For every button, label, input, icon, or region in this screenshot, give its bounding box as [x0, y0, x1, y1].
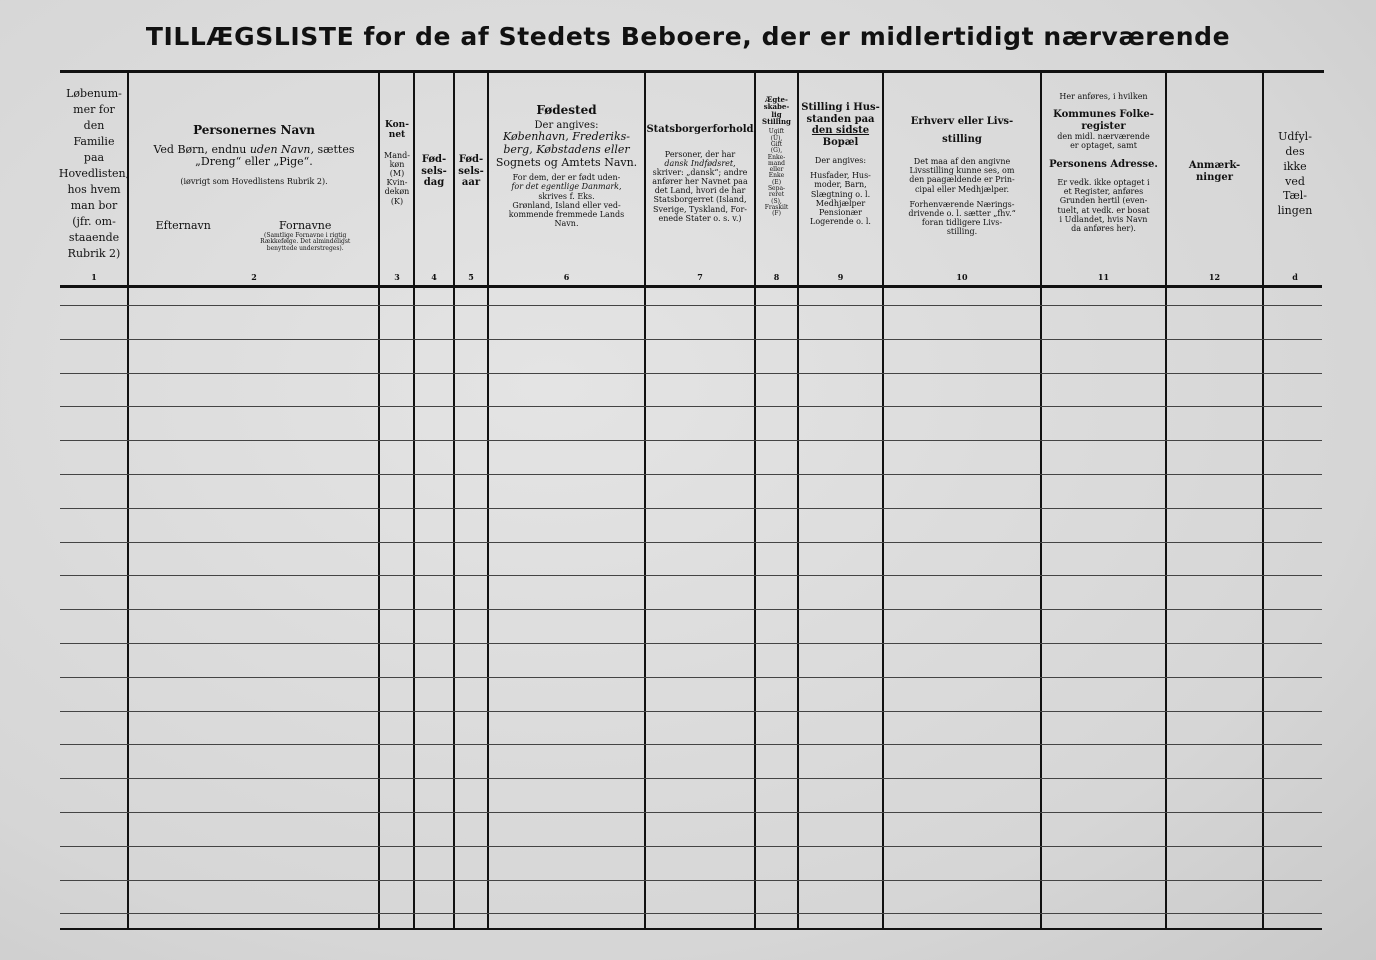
col6-small: Navn.: [554, 219, 579, 229]
col2-note1-pre: Ved Børn, endnu: [153, 142, 250, 156]
column-number: 4: [431, 272, 437, 282]
col9-heading: den sidste: [811, 125, 870, 136]
col11-mid: er optaget, samt: [1070, 141, 1137, 151]
col4-heading: dag: [423, 177, 445, 188]
col4-heading: sels-: [421, 165, 447, 177]
col10-line: foran tidligere Livs-: [921, 218, 1003, 228]
col9-line: Husfader, Hus-: [810, 171, 871, 181]
col10-line: Det maa af den angivne: [913, 157, 1011, 166]
row-line: [60, 711, 1322, 712]
col1-line: Løbenum-: [66, 87, 122, 101]
col10-line: Forhenværende Nærings-: [909, 199, 1015, 209]
col1-line: (jfr. om-: [72, 214, 116, 228]
column-number: d: [1292, 272, 1298, 282]
col1-line: Familie paa: [73, 135, 115, 165]
col6-small: Grønland, Island eller ved-: [512, 200, 621, 210]
col2-sub-forenames: [234, 220, 376, 252]
column-number: 5: [468, 272, 474, 282]
col-d-line: Udfyl-: [1278, 130, 1312, 143]
table-bottom-border: [60, 928, 1322, 930]
col9-line: moder, Barn,: [814, 180, 867, 190]
col8-line: mand: [768, 159, 785, 167]
row-line: [60, 542, 1322, 543]
col8-heading: Stilling: [762, 117, 791, 127]
col6-small: skrives f. Eks.: [538, 191, 595, 201]
column-number: 7: [697, 272, 703, 282]
col9-line: Der angives:: [814, 156, 867, 165]
col10-line: stilling.: [946, 227, 978, 237]
col8-line: (S),: [771, 197, 782, 205]
col8-heading: lig: [771, 109, 782, 119]
col8-line: Enke: [768, 172, 785, 180]
column-number: 10: [956, 272, 968, 282]
col-d-line: ved: [1285, 174, 1305, 188]
col7-line: Personer, der har: [664, 149, 736, 159]
col2-note2: „Dreng“ eller „Pige“.: [195, 155, 313, 169]
col7-header: [646, 76, 754, 272]
col2-sub-forenames-note: (Samtlige Fornavne i rigtig Rækkefølge. Det almindeligst benyttede understreges).: [260, 231, 351, 252]
col8-line: Gift: [770, 140, 783, 148]
col3-line: Kvin-: [386, 178, 408, 188]
col8-line: eller: [769, 166, 784, 174]
col1-header: [60, 76, 128, 272]
col10-header: [884, 76, 1040, 272]
col8-line: (E): [771, 178, 782, 186]
column-number: 8: [773, 272, 780, 282]
col6-sub: Der angives:: [534, 119, 599, 131]
row-line: [60, 609, 1322, 610]
col11-line: i Udlandet, hvis Navn: [1059, 214, 1148, 224]
col7-heading: Statsborgerforhold: [646, 124, 754, 135]
col1-line: Rubrik 2): [67, 246, 121, 260]
row-line: [60, 474, 1322, 475]
col5-heading: aar: [461, 177, 481, 188]
col7-line: skriver: „dansk“; andre: [652, 167, 748, 177]
col11-heading: Kommunes Folke-: [1053, 109, 1154, 121]
col8-header: [756, 76, 797, 272]
col3-heading: net: [388, 130, 406, 141]
col10-heading: stilling: [942, 133, 982, 145]
col9-line: Pensionær: [819, 207, 862, 217]
col7-line: dansk Indfødsret,: [664, 158, 736, 168]
col11-line: et Register, anføres: [1063, 187, 1144, 197]
col8-line: (F): [772, 210, 781, 218]
col6-mixed: Sognets og Amtets Navn.: [495, 155, 638, 169]
column-number: 11: [1097, 272, 1110, 282]
col2-note3: (iøvrigt som Hovedlistens Rubrik 2).: [180, 177, 328, 187]
col-d-line: des: [1285, 144, 1305, 158]
col6-italic-line: København, Frederiks-: [503, 130, 630, 144]
col2-subheaders: [132, 220, 376, 252]
col6-header: [489, 76, 644, 272]
col11-mid: den midl. nærværende: [1057, 132, 1150, 142]
col12-heading: Anmærk-: [1188, 160, 1241, 171]
col11-heading: register: [1081, 120, 1126, 132]
column-number: 3: [394, 272, 400, 282]
row-line: [60, 373, 1322, 374]
col4-heading: Fød-: [421, 154, 447, 165]
col3-line: køn: [389, 159, 405, 169]
col10-line: Livsstilling kunne ses, om: [909, 166, 1015, 176]
col2-sub-surname: Efternavn: [155, 219, 211, 233]
column-number: 1: [91, 272, 97, 282]
row-line: [60, 575, 1322, 576]
col11-line: da anføres her).: [1071, 224, 1136, 233]
col3-line: Mand-: [384, 150, 410, 160]
col6-italic-line: berg, Købstadens eller: [503, 142, 630, 156]
col7-line: Sverige, Tyskland, For-: [652, 204, 747, 214]
col11-top: Her anføres, i hvilken: [1059, 92, 1148, 101]
col2-heading: Personernes Navn: [193, 123, 315, 137]
col7-line: anfører her Navnet paa: [652, 177, 748, 187]
form-title: TILLÆGSLISTE for de af Stedets Beboere, der er midlertidigt nærværende: [145, 22, 1231, 51]
row-line: [60, 508, 1322, 509]
col8-line: Sepa-: [767, 185, 786, 193]
col8-heading: Ægte-: [765, 95, 788, 104]
row-line: [60, 880, 1322, 881]
col9-header: [799, 76, 882, 272]
row-line: [60, 744, 1322, 745]
column-number: 9: [837, 272, 844, 282]
col5-heading: Fød-: [458, 154, 484, 165]
col6-small: For dem, der er født uden-: [512, 173, 621, 183]
col9-heading: Bopæl: [822, 136, 859, 148]
col7-line: Statsborgerret (Island,: [653, 195, 747, 205]
col2-sub-forenames-label: Fornavne: [279, 219, 332, 233]
col3-header: [380, 76, 414, 272]
col-d-line: ikke: [1283, 159, 1307, 173]
col8-line: (U),: [770, 134, 783, 142]
col9-line: Medhjælper: [815, 198, 866, 208]
col11-line: Grunden hertil (even-: [1059, 196, 1148, 206]
col9-heading: Stilling i Hus-: [801, 102, 880, 113]
row-line: [60, 778, 1322, 779]
col3-heading: Kon-: [385, 120, 409, 130]
col5-heading: sels-: [458, 165, 484, 177]
row-line: [60, 846, 1322, 847]
col6-heading: Fødested: [536, 103, 597, 117]
col-d-header: [1264, 76, 1326, 272]
col8-line: (G),: [770, 147, 783, 155]
row-line: [60, 643, 1322, 644]
column-number: 6: [563, 272, 570, 282]
col6-small: kommende fremmede Lands: [508, 209, 625, 219]
col2-note1-italic: uden Navn,: [249, 142, 315, 156]
col2-header: [130, 76, 378, 272]
column-number: 12: [1208, 272, 1221, 282]
col11-line: Er vedk. ikke optaget i: [1057, 178, 1150, 188]
col2-note1-post: sættes: [314, 142, 355, 156]
col8-heading: skabe-: [763, 102, 790, 112]
col8-line: Enke-: [767, 153, 786, 161]
col1-line: Hovedlisten,: [58, 167, 130, 181]
column-number: 2: [251, 272, 257, 282]
row-line: [60, 406, 1322, 407]
col10-line: drivende o. l. sætter „fhv.“: [908, 208, 1016, 218]
row-line: [60, 440, 1322, 441]
row-line: [60, 339, 1322, 340]
col8-line: reret: [768, 191, 785, 199]
col1-line: hos hvem: [67, 182, 121, 196]
col-d-line: Tæl-: [1282, 189, 1308, 203]
col7-line: det Land, hvori de har: [654, 186, 746, 196]
row-line: [60, 913, 1322, 914]
col1-line: mer for den: [73, 103, 115, 133]
col9-line: Logerende o. l.: [810, 217, 871, 227]
col8-line: Fraskilt: [764, 203, 789, 211]
table-top-border: [60, 70, 1324, 73]
col10-line: cipal eller Medhjælper.: [914, 184, 1010, 194]
row-line: [60, 677, 1322, 678]
row-line: [60, 812, 1322, 813]
col12-header: [1167, 76, 1262, 272]
col10-line: den paagældende er Prin-: [909, 175, 1015, 185]
col1-line: man bor: [70, 198, 118, 212]
col5-header: [455, 76, 487, 272]
col3-line: dekøn: [384, 187, 410, 197]
col8-line: Ugift: [768, 128, 785, 136]
col11-header: [1042, 76, 1165, 272]
col7-line: enede Stater o. s. v.): [658, 213, 742, 223]
col11-line: tuelt, at vedk. er bosat: [1057, 205, 1150, 215]
col-d-line: lingen: [1277, 204, 1313, 218]
row-line: [60, 305, 1322, 306]
col6-small: for det egentlige Danmark,: [511, 182, 622, 192]
col12-heading: ninger: [1196, 171, 1233, 183]
header-bottom-border: [60, 285, 1322, 288]
col1-line: staaende: [68, 230, 120, 244]
col9-line: Slægtning o. l.: [810, 189, 871, 199]
col9-heading: standen paa: [806, 113, 875, 125]
col4-header: [415, 76, 453, 272]
col3-line: (M): [389, 169, 405, 179]
col10-heading: Erhverv eller Livs-: [910, 116, 1014, 127]
col3-line: (K): [390, 196, 404, 206]
col11-heading2: Personens Adresse.: [1049, 158, 1158, 170]
